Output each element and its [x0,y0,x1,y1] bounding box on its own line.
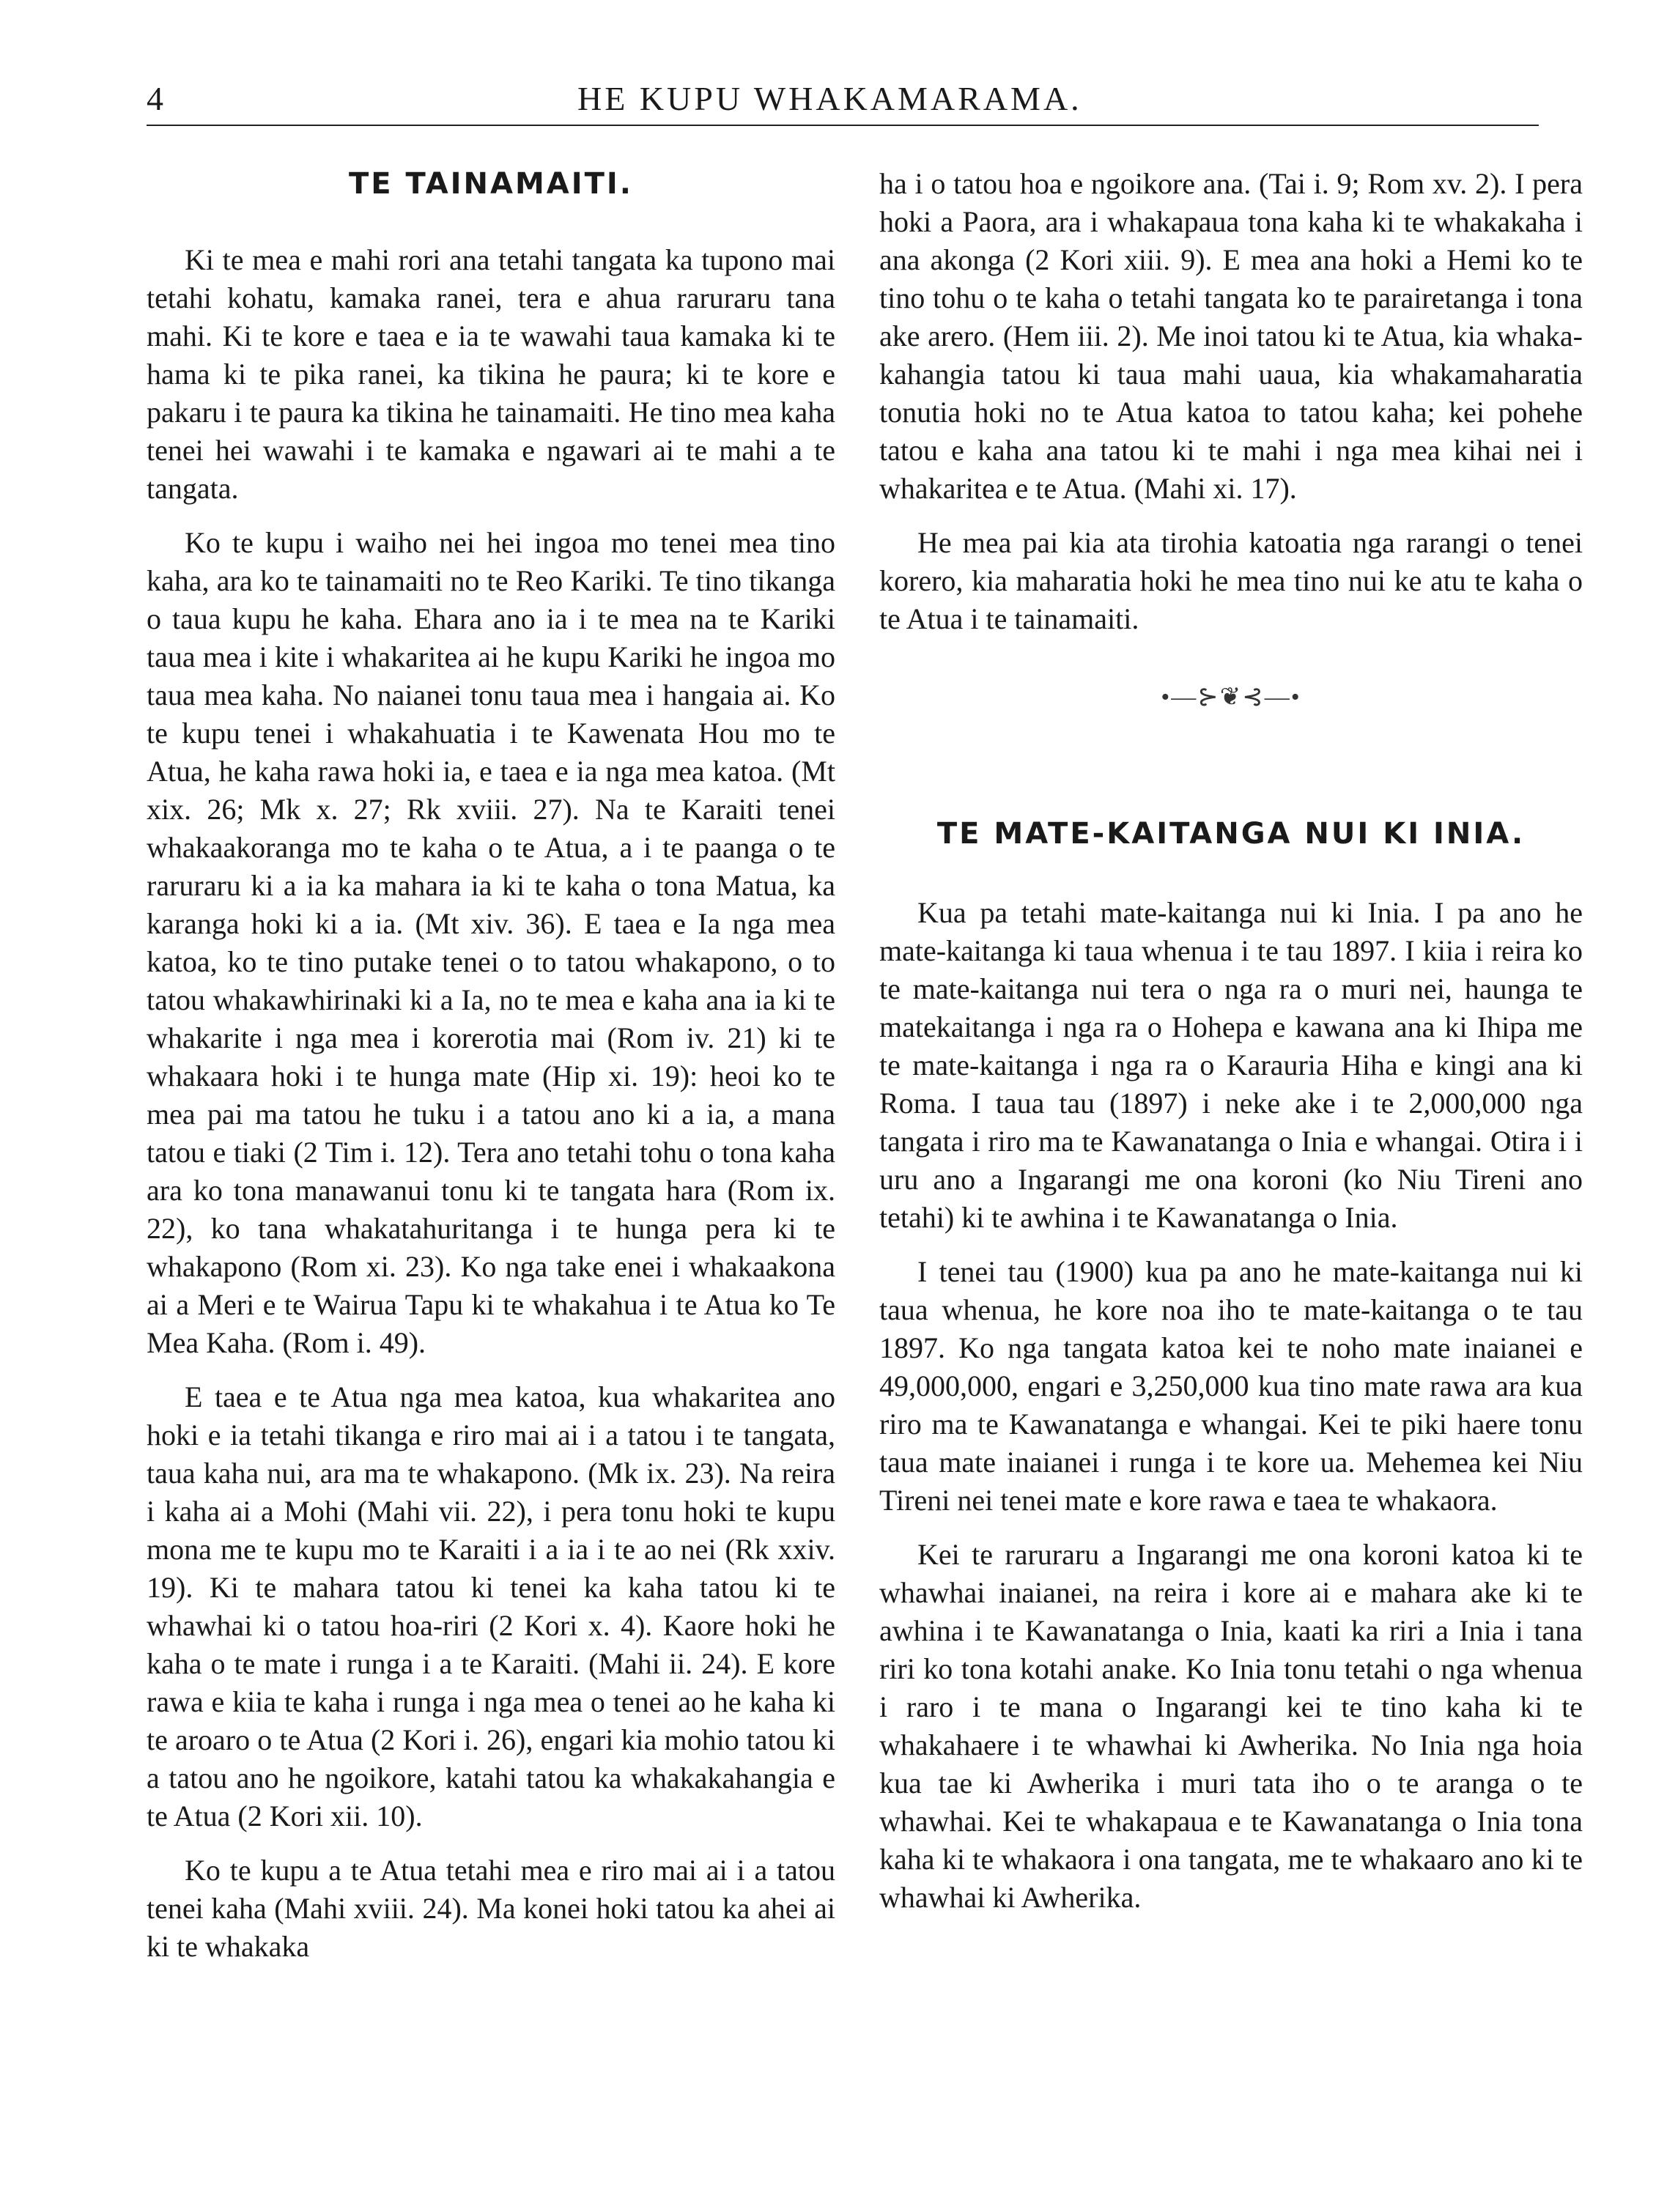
paragraph-continued: ha i o tatou hoa e ngoikore ana. (Tai i. 9; Rom xv. 2). I pera hoki a Paora, ara i whakapaua tona kaha ki te whakakaha i ana akonga (2 Kori xiii. 9). E mea ana hoki a Hemi ko te tino tohu o te kaha o tetahi tangata ko te parairetanga i tona ake arero. (Hem iii. 2). Me inoi tatou ki te Atua, kia whakakahangia tatou ki taua mahi uaua, kia whakamaharatia tonutia hoki no te Atua katoa to tatou kaha; kei pohehe tatou e kaha ana tatou ki te mahi i nga mea kihai nei i whakaritea e te Atua. (Mahi xi. 17). [879,167,1583,505]
running-title: HE KUPU WHAKAMARAMA. [577,80,1082,117]
paragraph: Kua pa tetahi mate-kaitanga nui ki Inia. I pa ano he mate-kaitanga ki taua whenua i te tau 1897. I kiia i reira ko te mate-kaitanga nui tera o nga ra o muri nei, haunga te matekaitanga i nga ra o Hohepa e kawana ana ki Ihipa me te mate-kaitanga i nga ra o Karauria Hiha e kingi ana ki Roma. I taua tau (1897) i neke ake i te 2,000,000 nga tangata i riro ma te Kawanatanga o Inia e whangai. Otira i i uru ano a Ingarangi me ona koroni (ko Niu Tireni ano tetahi) ki te awhina i te Kawanatanga o Inia. [879,896,1583,1234]
page-number: 4 [147,80,163,117]
paragraph: E taea e te Atua nga mea katoa, kua whakaritea ano hoki e ia tetahi tikanga e riro mai ai i a tatou i te tangata, taua kaha nui, ara ma te whakapono. (Mk ix. 23). Na reira i kaha ai a Mohi (Mahi vii. 22), i pera tonu hoki te kupu mona me te kupu mo te Karaiti i a ia i te ao nei (Rk xxiv. 19). Ki te mahara tatou ki tenei ka kaha tatou ki te whawhai ki o tatou hoa-riri (2 Kori x. 4). Kaore hoki he kaha o te mate i runga i a te Karaiti. (Mahi ii. 24). E kore rawa e kiia te kaha i runga i nga mea o tenei ao he kaha ki te aroaro o te Atua (2 Kori i. 26), engari kia mohio tatou ki a tatou ano he ngoikore, katahi tatou ka whakakahangia e te Atua (2 Kori xii. 10). [147,1380,835,1832]
paragraph: I tenei tau (1900) kua pa ano he mate-kaitanga nui ki taua whenua, he kore noa iho te mate-kaitanga o te tau 1897. Ko nga tangata katoa kei te noho mate inaianei e 49,000,000, engari e 3,250,000 kua tino mate rawa ara kua riro ma te Kawanatanga e whangai. Kei te piki haere tonu taua mate inaianei i runga i te kore ua. Mehemea kei Niu Tireni nei tenei mate e kore rawa e taea te whakaora. [879,1255,1583,1517]
page-header [147,73,1539,126]
left-column [147,165,835,1982]
section-divider-ornament: •—⊱❦⊰—• [1161,684,1301,711]
paragraph: He mea pai kia ata tirohia katoatia nga rarangi o tenei korero, kia maharatia hoki he mea tino nui ke atu te kaha o te Atua i te tainamaiti. [879,526,1583,635]
paragraph: Kei te raruraru a Ingarangi me ona koroni katoa ki te whawhai inaianei, na reira i kore ai e mahara ake ki te awhina i te Kawanatanga o Inia, kaati ka riri a Inia i tana riri ko tona kotahi anake. Ko Inia tonu tetahi o nga whenua i raro i te mana o Ingarangi kei te tino kaha ki te whakahaere i te whawhai ki Awherika. No Inia nga hoia kua tae ki Awherika i muri tata iho o te aranga o te whawhai. Kei te whakapaua e te Kawanatanga o Inia tona kaha ki te whakaora i ona tangata, me te whakaaro ano ki te whawhai ki Awherika. [879,1538,1583,1914]
article-heading-tainamaiti: TE TAINAMAITI. [349,167,633,201]
paragraph: Ki te mea e mahi rori ana tetahi tangata ka tupono mai tetahi kohatu, kamaka ranei, tera e ahua raruraru tana mahi. Ki te kore e taea e ia te wawahi taua kamaka ki te hama ki te pika ranei, ka tikina he paura; ki te kore e pakaru i te paura ka tikina he tainamaiti. He tino mea kaha tenei hei wawahi i te kamaka e ngawari ai te mahi a te tangata. [147,243,835,505]
right-column [879,165,1583,1933]
article-heading-mate-kaitanga: TE MATE-KAITANGA NUI KI INIA. [936,817,1526,851]
paragraph: Ko te kupu i waiho nei hei ingoa mo tenei mea tino kaha, ara ko te tainamaiti no te Reo Kariki. Te tino tikanga o taua kupu he kaha. Ehara ano ia i te mea na te Kariki taua mea i kite i whakaritea ai he kupu Kariki he ingoa mo taua mea kaha. No naianei tonu taua mea i hangaia ai. Ko te kupu tenei i whakahuatia i te Kawenata Hou mo te Atua, he kaha rawa hoki ia, e taea e ia nga mea katoa. (Mt xix. 26; Mk x. 27; Rk xviii. 27). Na te Karaiti tenei whakaakoranga mo te kaha o te Atua, a i te paanga o te raruraru ki a ia ka mahara ia ki te kaha o tona Matua, ka karanga hoki ki a ia. (Mt xiv. 36). E taea e Ia nga mea katoa, ko te tino putake tenei o to tatou whakapono, o to tatou whakawhirinaki ki a Ia, no te mea e kaha ana ia ki te whakarite i nga mea i korerotia mai (Rom iv. 21) ki te whakaara hoki i te hunga mate (Hip xi. 19): heoi ko te mea pai ma tatou he tuku i a tatou ano ki a ia, a mana tatou e tiaki (2 Tim i. 12). Tera ano tetahi tohu o tona kaha ara ko tona manawanui tonu ki te tangata hara (Rom ix. 22), ko tana whakatahuritanga i te hunga pera ki te whakapono (Rom xi. 23). Ko nga take enei i whakaakona ai a Meri e te Wairua Tapu ki te whakahua i te Atua ko Te Mea Kaha. (Rom i. 49). [147,526,835,1359]
paragraph: Ko te kupu a te Atua tetahi mea e riro mai ai i a tatou tenei kaha (Mahi xviii. 24). Ma konei hoki tatou ka ahei ai ki te whakaka [147,1854,835,1963]
